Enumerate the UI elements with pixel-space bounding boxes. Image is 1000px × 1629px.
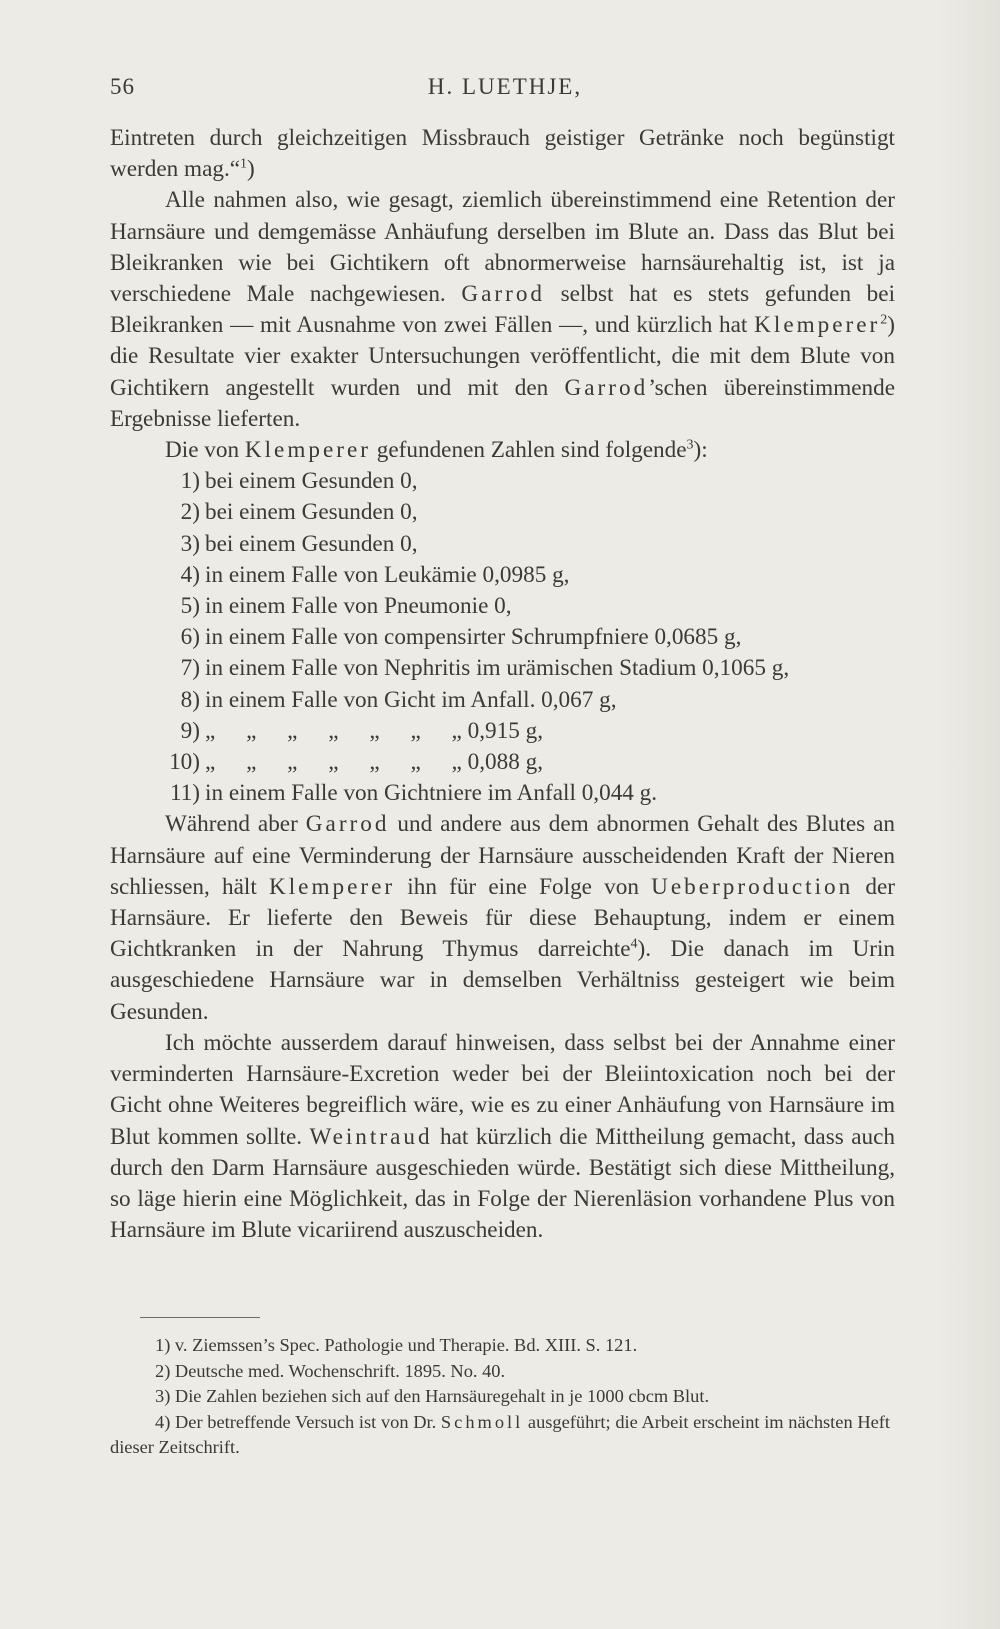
list-number: 2) (180, 499, 200, 526)
body-text (110, 123, 895, 1246)
list-text: bei einem Gesunden 0, (205, 468, 418, 495)
author-name: Schmoll (440, 1411, 524, 1432)
author-name: Klemperer (244, 437, 371, 464)
list-number: 4) (180, 561, 200, 588)
paragraph-text: Alle nahmen also, wie gesagt, ziemlich übereinstimmend eine Retention der Harnsäure und demgemässe Anhäufung derselben im Blute an. Dass das Blut bei Bleikranken wie bei Gichtikern oft abnormerweise harnsäurehaltig ist, ist ja verschiedene Male nachgewiesen. (110, 187, 895, 308)
ditto-marks: „ „ „ „ „ „ „ (205, 717, 462, 744)
author-name: Garrod (461, 281, 546, 308)
list-number: 7) (180, 655, 200, 682)
paragraph-text: gefundenen Zahlen sind folgende (376, 437, 687, 464)
list-text: in einem Falle von Nephritis im urämischen Stadium 0,1065 g, (205, 655, 790, 682)
paragraph-5 (110, 1028, 895, 1246)
paragraph-text: ). Die danach im Urin ausgeschiedene Harnsäure war in demselben Verhältniss gesteigert wie beim Gesunden. (110, 936, 895, 1025)
list-number: 10) (169, 749, 200, 776)
list-text: in einem Falle von Gicht im Anfall. 0,067 g, (205, 686, 617, 713)
footnote-1: 1) v. Ziemssen’s Spec. Pathologie und Therapie. Bd. XIII. S. 121. (155, 1335, 638, 1355)
paragraph-text: Ich möchte ausserdem darauf hinweisen, dass selbst bei der Annahme einer verminderten Harnsäure-Excretion weder bei der Bleiintoxication noch bei der Gicht ohne Weiteres begreiflich wäre, wie es zu einer Anhäufung von Harnsäure im Blut kommen sollte. (110, 1029, 895, 1150)
list-text: bei einem Gesunden 0, (205, 499, 418, 526)
paragraph-text: ): (693, 437, 708, 464)
author-name: Klemperer (754, 312, 881, 339)
list-text: in einem Falle von compensirter Schrumpfniere 0,0685 g, (205, 624, 742, 651)
footnotes (110, 1333, 890, 1461)
paragraph-text: und andere aus dem abnormen Gehalt des Blutes an Harnsäure auf eine Verminderung der Harnsäure ausscheidenden Kraft der Nieren schliessen, hält (110, 811, 895, 900)
footnote-ref: 1 (240, 156, 248, 172)
paragraph-text: Die von (165, 437, 240, 464)
list-text: in einem Falle von Gichtniere im Anfall 0,044 g. (205, 780, 658, 807)
list-item (110, 529, 895, 560)
author-name: Weintraud (309, 1123, 433, 1150)
paragraph-1 (110, 123, 895, 185)
list-item (110, 466, 895, 497)
paragraph-text: Während aber (165, 811, 298, 838)
page-number: 56 (110, 74, 135, 99)
footnote-4 (110, 1410, 890, 1461)
footnote-rule (140, 1317, 260, 1318)
paragraph-4 (110, 809, 895, 1027)
footnote-ref: 2 (880, 312, 888, 328)
running-head: H. LUETHJE, (427, 74, 583, 99)
paragraph-2 (110, 185, 895, 435)
list-item (110, 685, 895, 716)
paragraph-text: der Harnsäure. Er lieferte den Beweis für diese Behauptung, indem er einem Gichtkranken in der Nahrung Thymus darreichte (110, 873, 896, 963)
paragraph-text: Eintreten durch gleichzeitigen Missbrauch geistiger Getränke noch begünstigt werden mag.“ (110, 125, 895, 183)
list-number: 3) (180, 530, 200, 557)
author-name: Garrod (564, 374, 649, 401)
page-edge-shading (940, 0, 1000, 1629)
list-item (110, 747, 895, 778)
page-header (110, 74, 900, 114)
footnote-ref: 3 (686, 437, 694, 453)
footnote-3: 3) Die Zahlen beziehen sich auf den Harnsäuregehalt in je 1000 cbcm Blut. (155, 1386, 710, 1406)
list-item (110, 653, 895, 684)
author-name: Garrod (305, 811, 390, 838)
paragraph-text: hat kürzlich die Mittheilung gemacht, dass auch durch den Darm Harnsäure ausgeschieden würde. Bestätigt sich diese Mittheilung, so läge hierin eine Möglichkeit, das in Folge der Nierenläsion vorhandene Plus von Harnsäure im Blute vicariirend auszuscheiden. (110, 1123, 896, 1244)
list-number: 11) (169, 780, 200, 807)
paragraph-text: ihn für eine Folge von (407, 873, 639, 900)
footnote-text: ausgeführt; die Arbeit erscheint im nächsten Heft dieser Zeitschrift. (110, 1411, 890, 1457)
paragraph-text: selbst hat es stets gefunden bei Bleikranken — mit Ausnahme von zwei Fällen —, und kürzlich hat (110, 281, 896, 339)
list-number: 1) (180, 468, 200, 495)
results-list (110, 466, 895, 809)
footnote-text: 4) Der betreffende Versuch ist von Dr. (155, 1411, 437, 1432)
list-value: 0,915 g, (467, 717, 543, 744)
list-item (110, 560, 895, 591)
list-item (110, 622, 895, 653)
list-item (110, 778, 895, 809)
list-text: in einem Falle von Leukämie 0,0985 g, (205, 561, 570, 588)
list-item (110, 497, 895, 528)
list-text: in einem Falle von Pneumonie 0, (205, 593, 512, 620)
paragraph-3 (110, 435, 895, 466)
emphasized-term: Ueberproduction (651, 873, 854, 900)
paragraph-text: ’schen übereinstimmende Ergebnisse lieferten. (110, 374, 895, 432)
list-number: 5) (180, 593, 200, 620)
footnote-ref: 4 (630, 936, 638, 952)
list-item (110, 716, 895, 747)
footnote-2: 2) Deutsche med. Wochenschrift. 1895. No. 40. (155, 1360, 506, 1381)
ditto-marks: „ „ „ „ „ „ „ (205, 749, 462, 776)
list-number: 8) (180, 686, 200, 713)
list-number: 9) (180, 717, 200, 744)
list-value: 0,088 g, (467, 749, 543, 776)
list-number: 6) (180, 624, 200, 651)
paragraph-text: ) (247, 156, 255, 183)
list-text: bei einem Gesunden 0, (205, 530, 418, 557)
paragraph-text: ) die Resultate vier exakter Untersuchungen veröffentlicht, die mit dem Blute von Gichtikern angestellt wurden und mit den (110, 312, 895, 401)
list-item (110, 591, 895, 622)
author-name: Klemperer (268, 873, 396, 900)
